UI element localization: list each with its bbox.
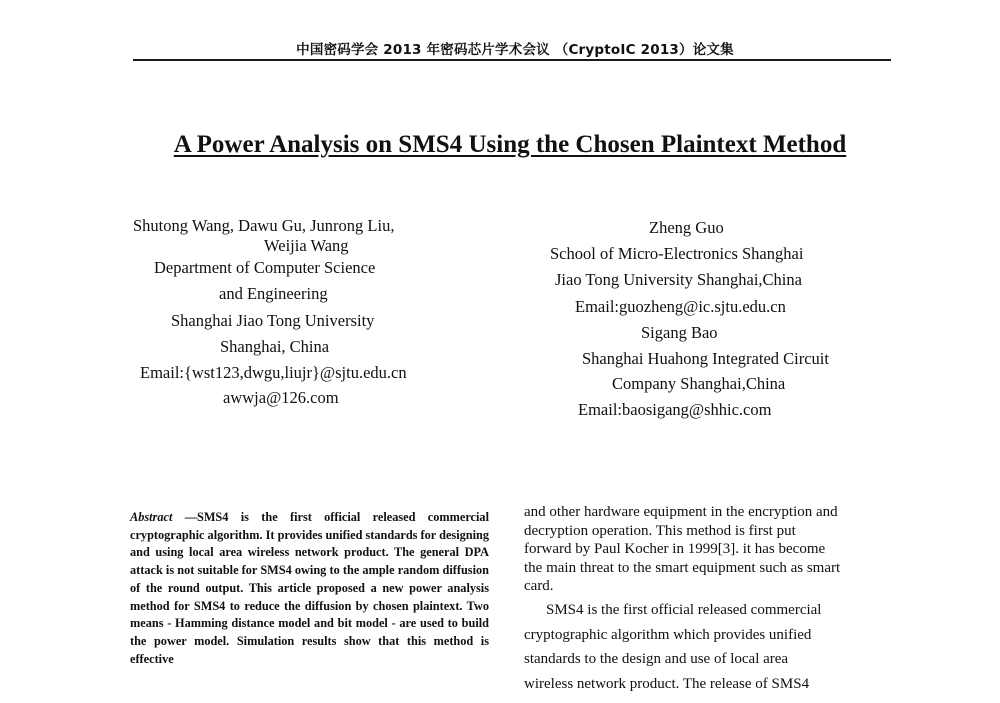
author-name-bao: Sigang Bao bbox=[641, 323, 718, 342]
body-line: cryptographic algorithm which provides unified bbox=[524, 626, 812, 643]
body-line: SMS4 is the first official released commercial bbox=[546, 602, 822, 618]
body-line: the main threat to the smart equipment such as smart bbox=[524, 559, 841, 576]
author-university: Shanghai Jiao Tong University bbox=[171, 311, 375, 330]
abstract bbox=[130, 509, 489, 668]
abstract-text: —SMS4 is the first official released commercial cryptographic algorithm. It provides unified standards for designing and using local area wireless network product. The general DPA attack is not suitable for SMS4 owing to the ample random diffusion of the round output. This article proposed a new power analysis method for SMS4 to reduce the diffusion by chosen plaintext. Two means - Hamming distance model and bit model - are used to build the power model. Simulation results show that this method is effective bbox=[130, 510, 489, 666]
body-line: standards to the design and use of local area bbox=[524, 651, 789, 667]
author-email-guo: Email:guozheng@ic.sjtu.edu.cn bbox=[575, 297, 786, 316]
author-name-guo: Zheng Guo bbox=[649, 218, 724, 237]
body-line: wireless network product. The release of SMS4 bbox=[524, 675, 810, 692]
author-department: Department of Computer Science bbox=[154, 258, 376, 277]
body-paragraph-2 bbox=[524, 598, 886, 696]
paper-title: A Power Analysis on SMS4 Using the Chosen Plaintext Method bbox=[173, 131, 847, 158]
author-email: Email:{wst123,dwgu,liujr}@sjtu.edu.cn bbox=[140, 363, 407, 382]
author-email-alt: awwja@126.com bbox=[223, 388, 339, 407]
body-line: decryption operation. This method is first put bbox=[524, 522, 796, 539]
author-email-bao: Email:baosigang@shhic.com bbox=[578, 400, 772, 419]
body-line: forward by Paul Kocher in 1999[3]. it has become bbox=[524, 541, 826, 557]
author-city: Shanghai, China bbox=[220, 337, 330, 356]
author-department-cont: and Engineering bbox=[219, 284, 328, 303]
author-affiliation-guo: School of Micro-Electronics Shanghai bbox=[550, 244, 804, 263]
body-line: card. bbox=[524, 578, 554, 594]
author-names-cont: Weijia Wang bbox=[264, 236, 349, 255]
author-names: Shutong Wang, Dawu Gu, Junrong Liu, bbox=[133, 216, 395, 235]
running-header: 中国密码学会 2013 年密码芯片学术会议 （CryptoIC 2013）论文集 bbox=[296, 42, 734, 58]
abstract-label: Abstract bbox=[130, 510, 173, 524]
body-paragraph-1 bbox=[524, 503, 886, 596]
author-affiliation-bao: Shanghai Huahong Integrated Circuit bbox=[582, 349, 829, 368]
author-affiliation-bao-cont: Company Shanghai,China bbox=[612, 374, 786, 393]
body-line: and other hardware equipment in the encryption and bbox=[524, 504, 838, 520]
header-rule bbox=[133, 59, 891, 61]
author-affiliation-guo-cont: Jiao Tong University Shanghai,China bbox=[555, 270, 802, 289]
